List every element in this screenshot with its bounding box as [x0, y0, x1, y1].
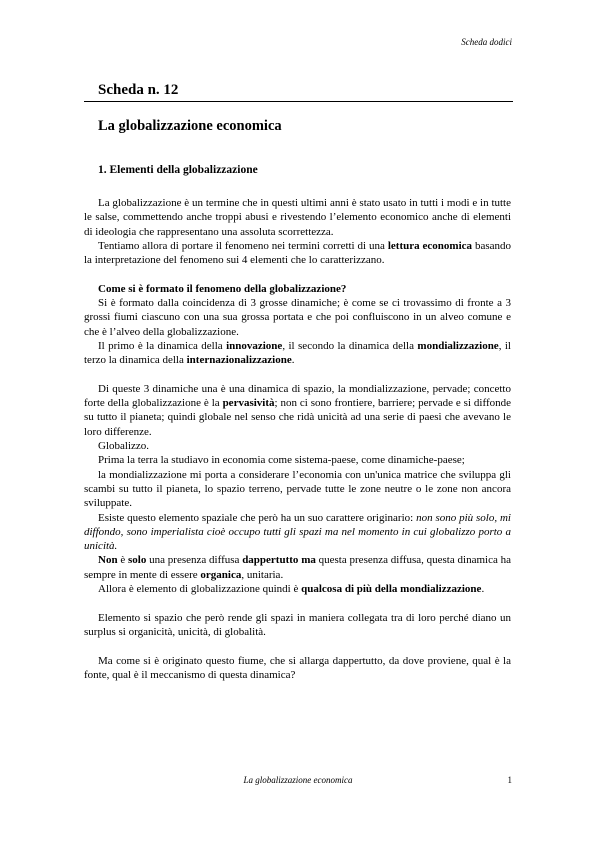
title-rule	[84, 101, 513, 102]
bold-run: pervasività	[222, 397, 275, 410]
italic-run: non sono più solo, mi diffondo, sono imperialista cioè occupo tutti gli spazi ma nel momento in cui globalizzo porto a unicità.	[84, 511, 511, 553]
bold-run: internazionalizzazione	[186, 354, 292, 367]
document-subtitle: La globalizzazione economica	[98, 118, 282, 134]
document-body	[84, 196, 511, 682]
bold-run: solo	[128, 554, 147, 567]
document-title: Scheda n. 12	[98, 82, 179, 98]
text-run: Il primo è la dinamica della	[98, 339, 227, 352]
paragraph	[84, 239, 511, 268]
text-run: questa presenza diffusa, questa dinamica ha sempre in mente di essere	[84, 554, 512, 581]
paragraph	[84, 553, 511, 582]
bold-run: qualcosa di più della mondializzazione	[301, 583, 482, 596]
text-run: Allora è elemento di globalizzazione quindi è	[98, 583, 302, 596]
section-heading: 1. Elementi della globalizzazione	[98, 164, 258, 176]
page-number: 1	[507, 775, 512, 785]
text-run: .	[291, 354, 295, 367]
bold-run: innovazione	[226, 339, 283, 352]
text-run: .	[481, 583, 485, 596]
paragraph: Prima la terra la studiavo in economia come sistema-paese, come dinamiche-paese;	[98, 454, 465, 467]
paragraph: Globalizzo.	[98, 440, 150, 453]
text-run: Esiste questo elemento spaziale che però ha un suo carattere originario:	[98, 511, 417, 524]
bold-run: Come si è formato il fenomeno della globalizzazione?	[98, 282, 347, 295]
text-run: Di queste 3 dinamiche una è una dinamica di spazio, la mondializzazione, pervade; concetto forte della globalizzazione è la	[84, 382, 511, 410]
paragraph	[84, 511, 511, 554]
text-run: basando la interpretazione del fenomeno sui 4 elementi che lo caratterizzano.	[84, 239, 512, 267]
text-run: , il secondo la dinamica della	[282, 339, 418, 352]
text-run: , unitaria.	[241, 568, 284, 581]
paragraph	[84, 339, 511, 368]
running-header: Scheda dodici	[461, 37, 512, 47]
question-heading	[84, 282, 511, 296]
text-run: ; non ci sono frontiere, barriere; pervade e si diffonde su tutto il pianeta; quindi globale nel senso che ridà unicità ad una serie di paesi che avevano le loro differenze.	[84, 397, 511, 438]
running-footer: La globalizzazione economica	[243, 775, 353, 785]
paragraph: Ma come si è originato questo fiume, che si allarga dappertutto, da dove proviene, qual è la fonte, qual è il meccanismo di questa dinamica?	[84, 654, 511, 681]
text-run: è	[117, 554, 129, 567]
text-run: Tentiamo allora di portare il fenomeno nei termini corretti di una	[98, 239, 388, 252]
bold-run: dappertutto ma	[242, 554, 316, 567]
paragraph: La globalizzazione è un termine che in questi ultimi anni è stato usato in tutti i modi e in tutte le salse, commettendo anche troppi abusi e rivestendo l’elemento economico anche di elementi di ideologia che rappresentano una assoluta scorrettezza.	[84, 197, 511, 238]
bold-run: organica	[200, 568, 242, 581]
paragraph	[84, 582, 511, 596]
bold-run: mondializzazione	[417, 339, 499, 352]
text-run: una presenza diffusa	[146, 554, 243, 567]
text-run: , il terzo la dinamica della	[84, 339, 511, 367]
bold-run: lettura economica	[387, 239, 473, 252]
paragraph: Si è formato dalla coincidenza di 3 grosse dinamiche; è come se ci trovassimo di fronte a 3 grossi fiumi ciascuno con una sua grossa portata e che poi confluiscono in un alveo comune e che è l’alveo della globalizzazione.	[84, 297, 511, 338]
bold-run: Non	[98, 554, 118, 567]
paragraph: la mondializzazione mi porta a considerare l’economia con un'unica matrice che sviluppa gli scambi su tutto il pianeta, lo spazio terreno, pervade tutte le zone neutre o le zone non ancora sviluppate.	[84, 468, 511, 510]
paragraph	[84, 382, 511, 439]
paragraph: Elemento si spazio che però rende gli spazi in maniera collegata tra di loro perché diano un surplus si organicità, unicità, di globalità.	[84, 611, 511, 638]
